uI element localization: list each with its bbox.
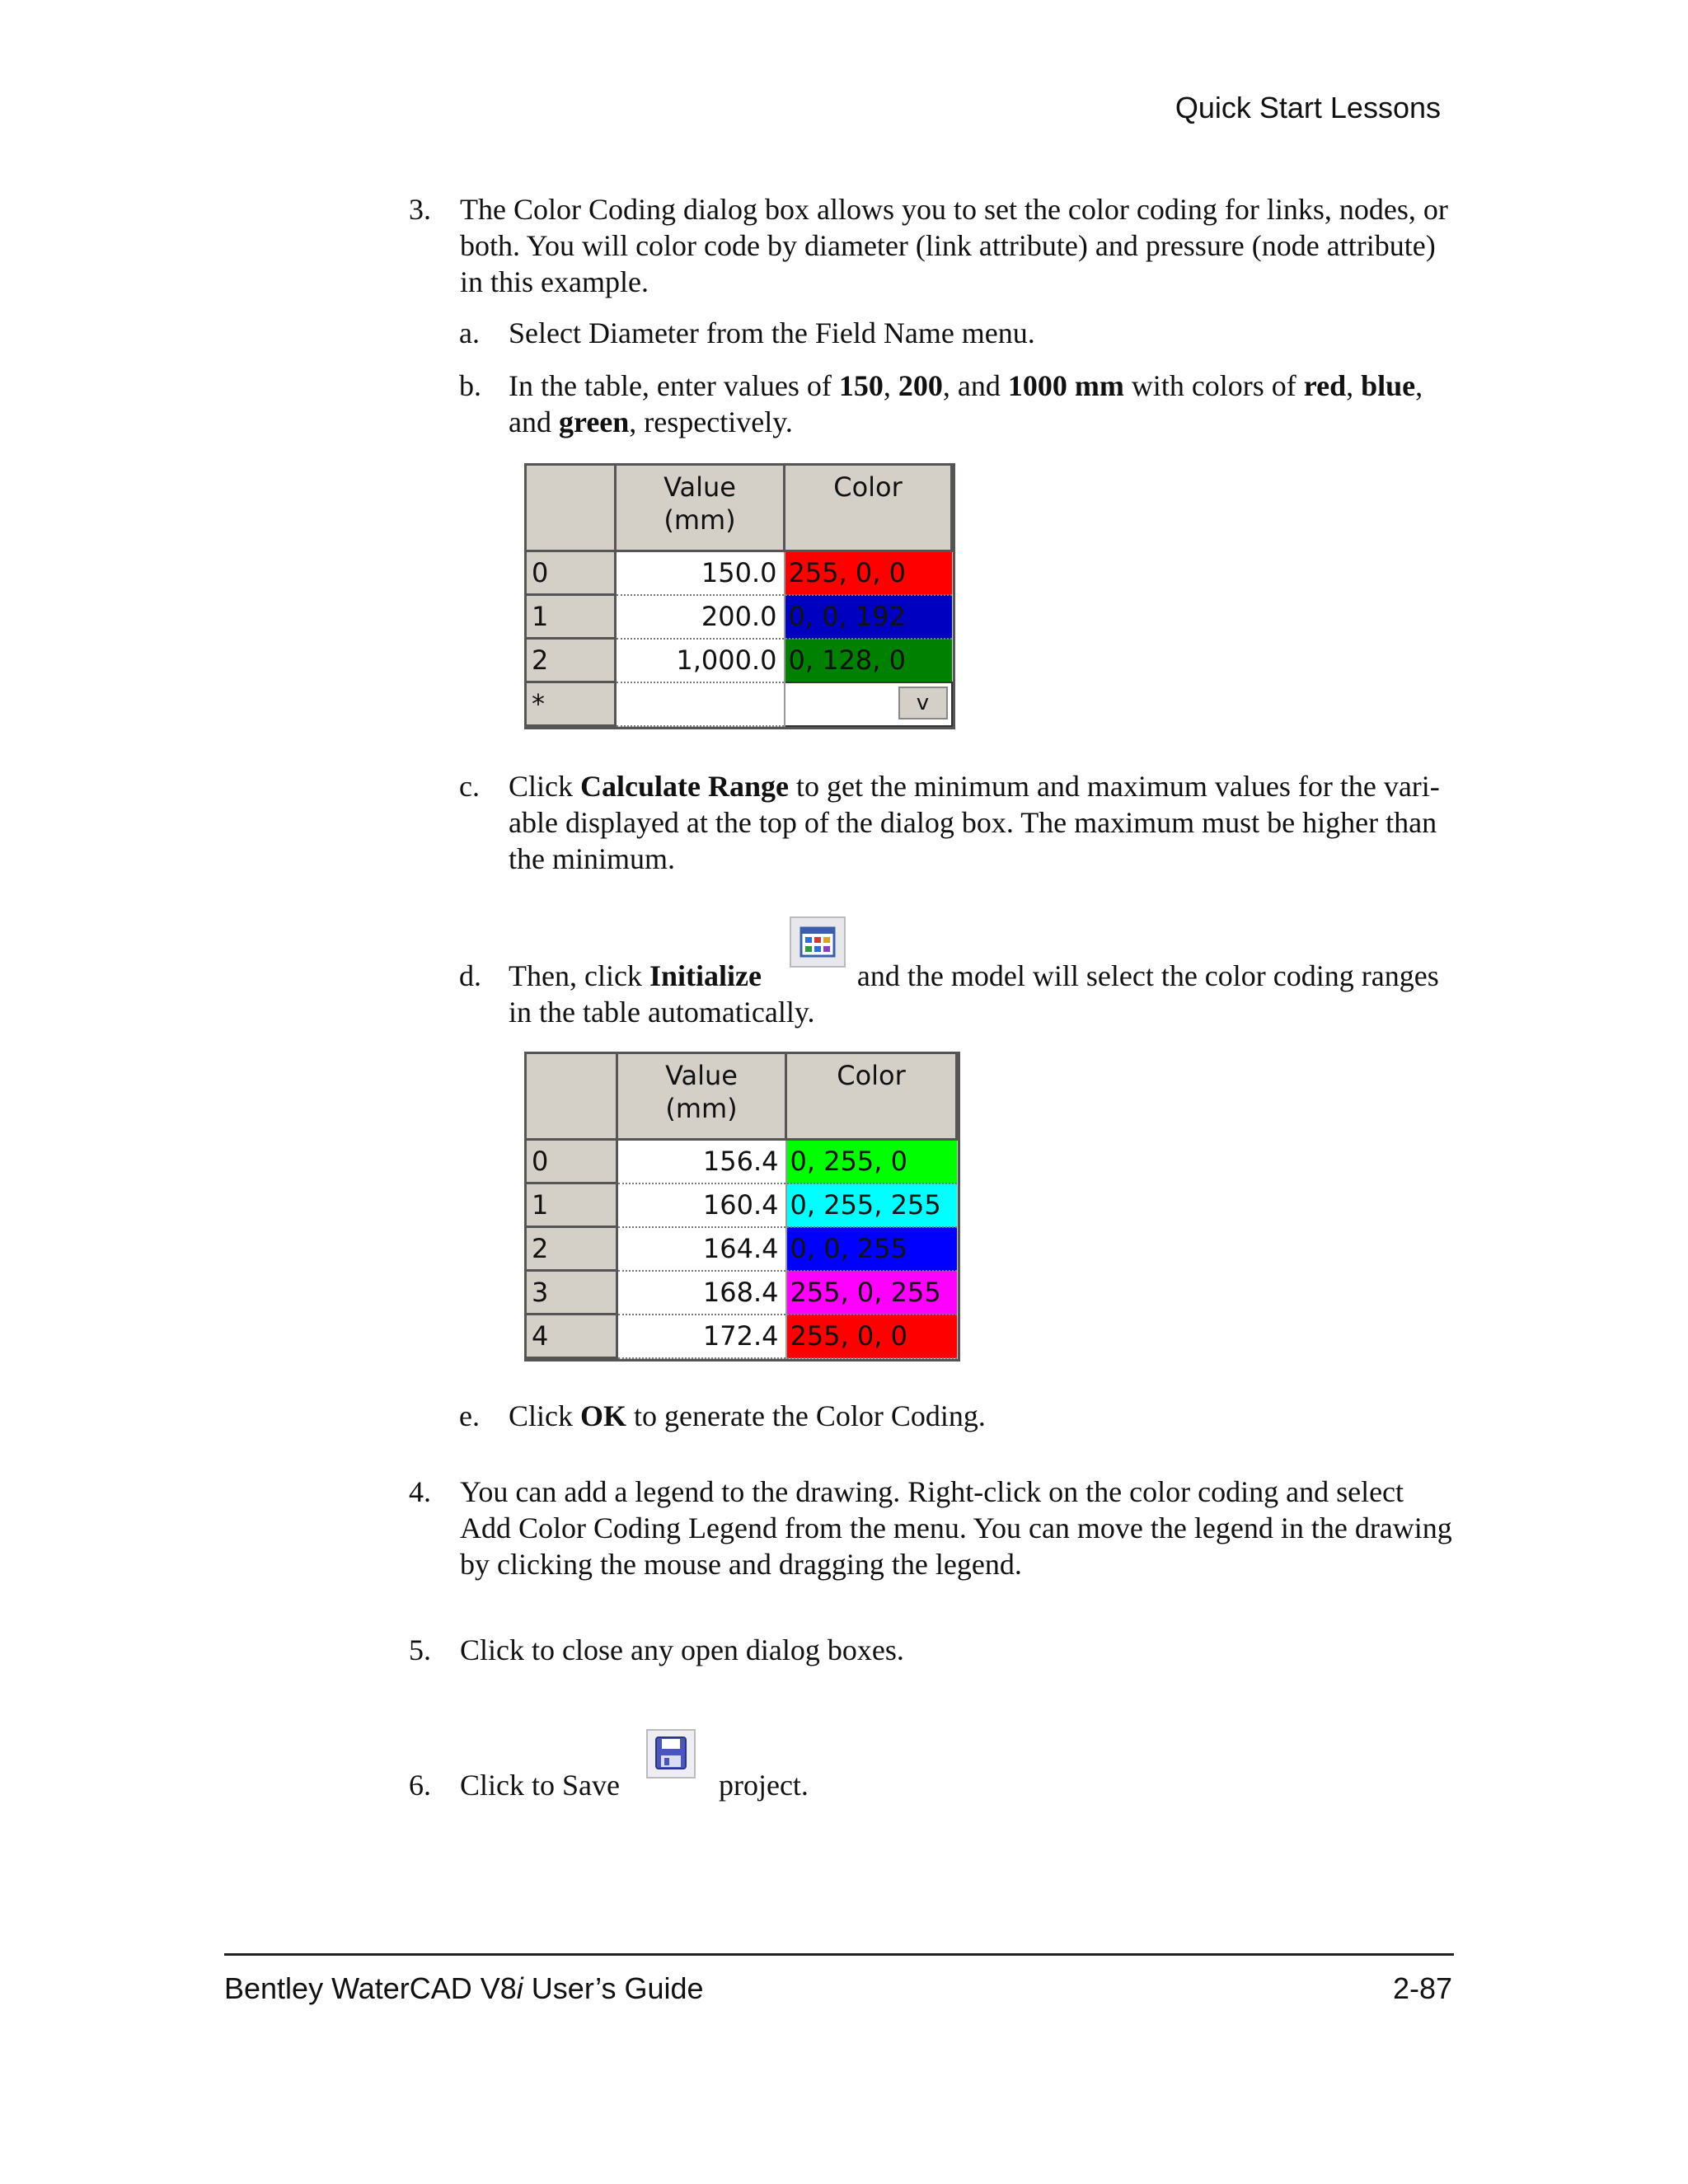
step-number: 5.	[409, 1633, 431, 1666]
save-icon[interactable]	[646, 1729, 696, 1779]
value-column-header[interactable]: Value (mm)	[617, 1054, 786, 1140]
initialize-icon[interactable]	[790, 916, 846, 968]
step-number: 3.	[409, 193, 431, 226]
row-index[interactable]: 1	[527, 1183, 617, 1227]
page-number: 2-87	[1392, 1971, 1452, 2005]
step-3	[409, 191, 1456, 307]
row-index[interactable]: 4	[527, 1315, 617, 1358]
row-index[interactable]: 0	[527, 551, 616, 595]
step-text: Click to Save project.	[460, 1769, 809, 1802]
table-row	[527, 595, 952, 639]
row-index[interactable]: 2	[527, 1227, 617, 1271]
value-cell[interactable]: 156.4	[617, 1140, 786, 1183]
table-row	[527, 639, 952, 682]
table-row	[527, 1140, 957, 1183]
value-column-header[interactable]: Value (mm)	[616, 466, 785, 551]
table-row	[527, 1315, 957, 1358]
color-dropdown-button[interactable]: v	[898, 687, 948, 719]
footer-title: Bentley WaterCAD V8i User’s Guide	[224, 1971, 704, 2005]
new-color-cell[interactable]	[785, 682, 952, 726]
substep-text: Click OK to generate the Color Coding.	[509, 1399, 986, 1432]
substep-number: b.	[459, 369, 481, 402]
table-row	[527, 1183, 957, 1227]
value-cell[interactable]: 150.0	[616, 551, 785, 595]
new-row-marker[interactable]: *	[527, 682, 616, 726]
row-index[interactable]: 0	[527, 1140, 617, 1183]
value-cell[interactable]: 168.4	[617, 1271, 786, 1315]
row-index[interactable]: 2	[527, 639, 616, 682]
corner-header	[527, 1054, 617, 1140]
color-cell[interactable]: 0, 255, 0	[786, 1140, 957, 1183]
footer-rule	[224, 1953, 1454, 1956]
step-text: The Color Coding dialog box allows you to set the color coding for links, nodes, or both. You will color code by diameter (link attribute) and pressure (node attribute) in this example.	[460, 193, 1448, 298]
table-row	[527, 1227, 957, 1271]
value-cell[interactable]: 1,000.0	[616, 639, 785, 682]
substep-number: d.	[459, 959, 481, 992]
new-row	[527, 682, 952, 726]
substep-number: e.	[459, 1399, 480, 1432]
step-number: 6.	[409, 1769, 431, 1802]
value-cell[interactable]: 172.4	[617, 1315, 786, 1358]
running-header: Quick Start Lessons	[1175, 91, 1441, 124]
color-cell[interactable]: 255, 0, 0	[785, 551, 952, 595]
substep-text: Then, click Initialize and the model will select the color coding ranges in the table automatically.	[509, 959, 1439, 1029]
color-table-2	[524, 1052, 960, 1361]
row-index[interactable]: 1	[527, 595, 616, 639]
color-cell[interactable]: 0, 0, 192	[785, 595, 952, 639]
step-number: 4.	[409, 1475, 431, 1508]
color-cell[interactable]: 0, 255, 255	[786, 1183, 957, 1227]
color-cell[interactable]: 255, 0, 0	[786, 1315, 957, 1358]
substep-text: In the table, enter values of 150, 200, and 1000 mm with colors of red, blue, and green, respectively.	[509, 369, 1423, 438]
substep-text: Select Diameter from the Field Name menu.	[509, 316, 1035, 349]
substep-number: a.	[459, 316, 480, 349]
new-value-cell[interactable]	[616, 682, 785, 726]
color-column-header[interactable]: Color	[786, 1054, 957, 1140]
table-row	[527, 1271, 957, 1315]
table-row	[527, 551, 952, 595]
value-cell[interactable]: 200.0	[616, 595, 785, 639]
step-text: You can add a legend to the drawing. Right-click on the color coding and select Add Color Coding Legend from the menu. You can move the legend in the drawing by clicking the mouse and dragging the legend.	[460, 1475, 1452, 1581]
substep-number: c.	[459, 770, 480, 803]
corner-header	[527, 466, 616, 551]
row-index[interactable]: 3	[527, 1271, 617, 1315]
color-cell[interactable]: 0, 128, 0	[785, 639, 952, 682]
value-cell[interactable]: 160.4	[617, 1183, 786, 1227]
color-column-header[interactable]: Color	[785, 466, 952, 551]
substep-text: Click Calculate Range to get the minimum and maximum values for the vari-able displayed at the top of the dialog box. The maximum must be higher than the minimum.	[509, 770, 1440, 875]
color-cell[interactable]: 255, 0, 255	[786, 1271, 957, 1315]
color-cell[interactable]: 0, 0, 255	[786, 1227, 957, 1271]
step-text: Click to close any open dialog boxes.	[460, 1633, 904, 1666]
value-cell[interactable]: 164.4	[617, 1227, 786, 1271]
color-table-1	[524, 463, 955, 729]
